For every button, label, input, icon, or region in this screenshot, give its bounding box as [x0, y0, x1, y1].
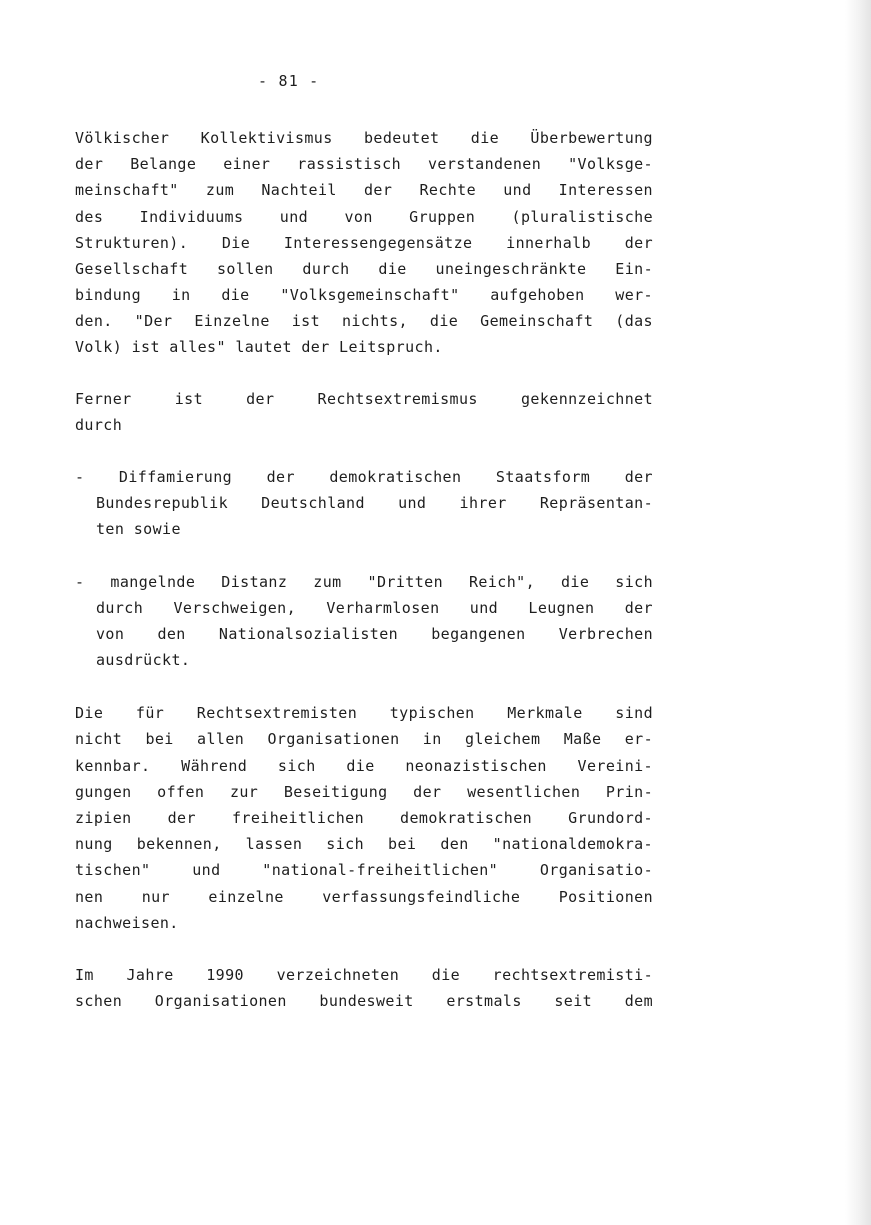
text-line: zipien der freiheitlichen demokratischen Grundord- [75, 809, 653, 827]
text-line: Strukturen). Die Interessengegensätze innerhalb der [75, 234, 653, 252]
text-line: Volk) ist alles" lautet der Leitspruch. [75, 338, 443, 356]
text-line: Bundesrepublik Deutschland und ihrer Repräsentan- [96, 494, 653, 512]
text-line: - Diffamierung der demokratischen Staatsform der [75, 468, 653, 486]
text-line: durch Verschweigen, Verharmlosen und Leugnen der [96, 599, 653, 617]
page-number: - 81 - [258, 72, 320, 90]
text-line: Gesellschaft sollen durch die uneingeschränkte Ein- [75, 260, 653, 278]
text-line: nachweisen. [75, 914, 179, 932]
text-line: Völkischer Kollektivismus bedeutet die Überbewertung [75, 129, 653, 147]
text-line: nen nur einzelne verfassungsfeindliche Positionen [75, 888, 653, 906]
text-line: Im Jahre 1990 verzeichneten die rechtsextremisti- [75, 966, 653, 984]
text-line: meinschaft" zum Nachteil der Rechte und Interessen [75, 181, 653, 199]
text-line: gungen offen zur Beseitigung der wesentlichen Prin- [75, 783, 653, 801]
text-line: - mangelnde Distanz zum "Dritten Reich", die sich [75, 573, 653, 591]
text-line: nicht bei allen Organisationen in gleichem Maße er- [75, 730, 653, 748]
text-line: schen Organisationen bundesweit erstmals seit dem [75, 992, 653, 1010]
text-line: der Belange einer rassistisch verstandenen "Volksge- [75, 155, 653, 173]
page-edge-shadow [845, 0, 871, 1225]
text-line: bindung in die "Volksgemeinschaft" aufgehoben wer- [75, 286, 653, 304]
text-line: tischen" und "national-freiheitlichen" Organisatio- [75, 861, 653, 879]
text-line: ausdrückt. [96, 651, 191, 669]
text-line: durch [75, 416, 123, 434]
text-line: Ferner ist der Rechtsextremismus gekennzeichnet [75, 390, 653, 408]
text-line: den. "Der Einzelne ist nichts, die Gemeinschaft (das [75, 312, 653, 330]
text-line: ten sowie [96, 520, 181, 538]
text-line: Die für Rechtsextremisten typischen Merkmale sind [75, 704, 653, 722]
text-line: von den Nationalsozialisten begangenen Verbrechen [96, 625, 653, 643]
text-line: nung bekennen, lassen sich bei den "nationaldemokra- [75, 835, 653, 853]
text-line: kennbar. Während sich die neonazistischen Vereini- [75, 757, 653, 775]
text-line: des Individuums und von Gruppen (pluralistische [75, 208, 653, 226]
